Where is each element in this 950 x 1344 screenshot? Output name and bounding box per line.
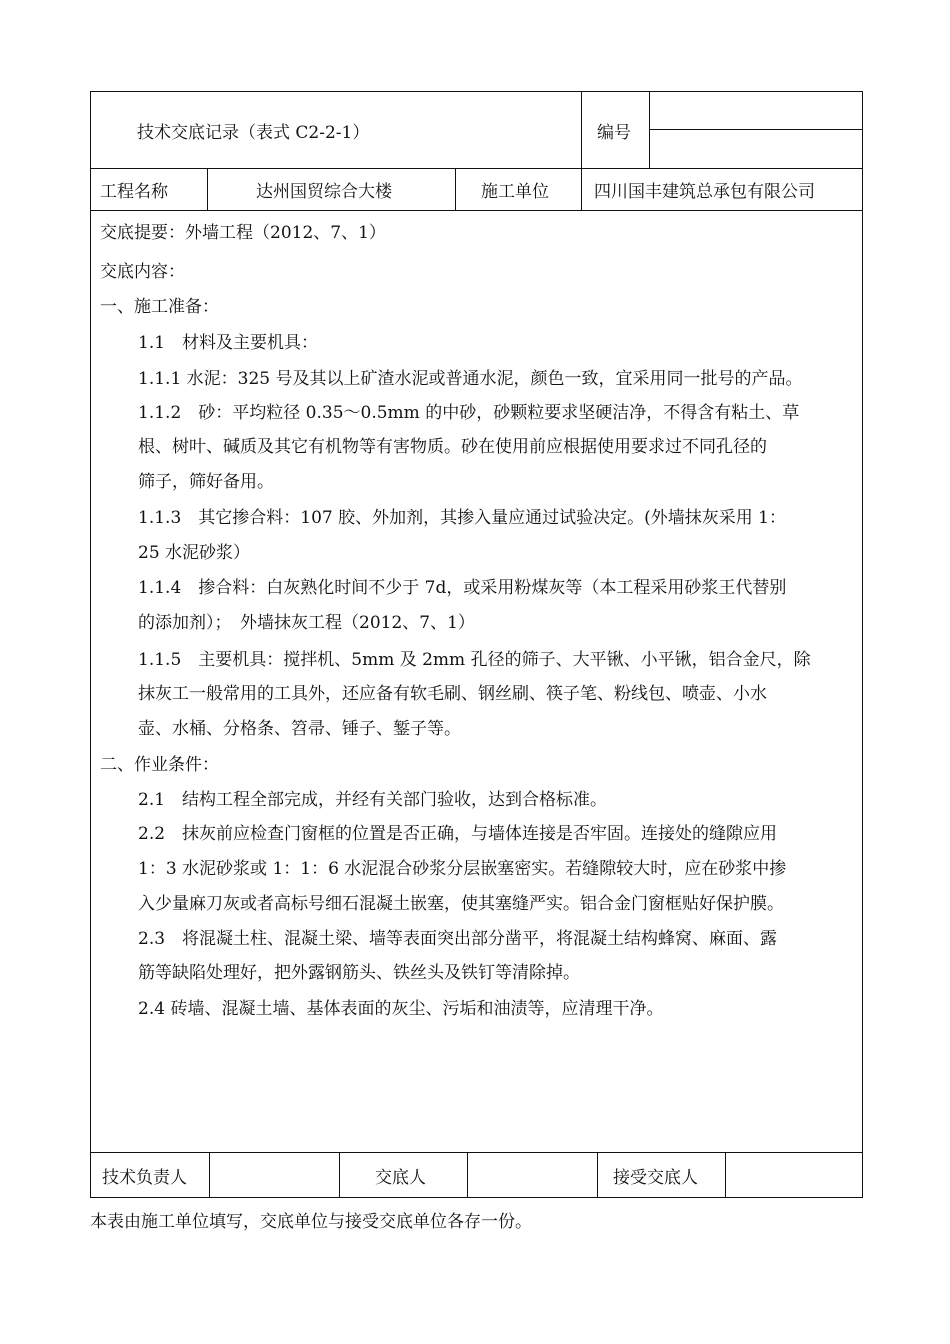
content-line: 筋等缺陷处理好，把外露钢筋头、铁丝头及铁钉等清除掉。 [138, 963, 580, 983]
number-cell-divider [649, 129, 862, 130]
content-line: 2.2 抹灰前应检查门窗框的位置是否正确，与墙体连接是否牢固。连接处的缝隙应用 [138, 824, 778, 844]
content-line: 二、作业条件： [100, 755, 219, 775]
briefer-label: 交底人 [375, 1168, 426, 1188]
content-line: 交底提要：外墙工程（2012、7、1） [100, 223, 386, 243]
construction-unit-value: 四川国丰建筑总承包有限公司 [594, 182, 815, 202]
number-label: 编号 [597, 123, 631, 143]
content-line: 25 水泥砂浆） [138, 543, 251, 563]
header-bottom-line [90, 168, 863, 169]
content-line: 的添加剂）； 外墙抹灰工程（2012、7、1） [138, 613, 475, 633]
content-line: 抹灰工一般常用的工具外，还应备有软毛刷、钢丝刷、筷子笔、粉线包、喷壶、小水 [138, 684, 767, 704]
content-line: 壶、水桶、分格条、笤帚、锤子、錾子等。 [138, 719, 461, 739]
content-line: 1.1.2 砂：平均粒径 0.35～0.5mm 的中砂，砂颗粒要求坚硬洁净，不得含有粘土、草 [138, 403, 800, 423]
footer-divider-v5 [725, 1152, 726, 1198]
project-divider-v1 [207, 168, 208, 211]
footer-divider-v4 [597, 1152, 598, 1198]
footer-divider-v1 [209, 1152, 210, 1198]
project-bottom-line [90, 210, 863, 211]
footer-divider-v2 [339, 1152, 340, 1198]
header-divider-v1 [581, 91, 582, 211]
project-name-label: 工程名称 [100, 182, 168, 202]
content-line: 2.4 砖墙、混凝土墙、基体表面的灰尘、污垢和油渍等，应清理干净。 [138, 999, 664, 1019]
footer-divider-v3 [467, 1152, 468, 1198]
receiver-label: 接受交底人 [613, 1168, 698, 1188]
content-line: 筛子，筛好备用。 [138, 472, 274, 492]
footer-top-line [90, 1152, 863, 1153]
header-divider-v2 [649, 91, 650, 169]
tech-lead-label: 技术负责人 [102, 1168, 187, 1188]
form-note: 本表由施工单位填写，交底单位与接受交底单位各存一份。 [90, 1212, 532, 1232]
content-line: 1.1.3 其它掺合料：107 胶、外加剂，其掺入量应通过试验决定。(外墙抹灰采用 1： [138, 508, 786, 528]
content-line: 1.1.5 主要机具：搅拌机、5mm 及 2mm 孔径的筛子、大平锹、小平锹，铝合金尺，除 [138, 650, 811, 670]
table-border-bottom [90, 1197, 863, 1198]
content-line: 1.1 材料及主要机具： [138, 333, 319, 353]
content-line: 1.1.1 水泥：325 号及其以上矿渣水泥或普通水泥，颜色一致，宜采用同一批号的产品。 [138, 369, 803, 389]
content-line: 2.3 将混凝土柱、混凝土梁、墙等表面突出部分凿平，将混凝土结构蜂窝、麻面、露 [138, 929, 778, 949]
content-line: 入少量麻刀灰或者高标号细石混凝土嵌塞，使其塞缝严实。铝合金门窗框贴好保护膜。 [138, 894, 784, 914]
table-border-left [90, 91, 91, 1198]
table-border-right [862, 91, 863, 1198]
project-name-value: 达州国贸综合大楼 [256, 182, 392, 202]
construction-unit-label: 施工单位 [481, 182, 549, 202]
content-line: 1：3 水泥砂浆或 1：1：6 水泥混合砂浆分层嵌塞密实。若缝隙较大时，应在砂浆中掺 [138, 859, 787, 879]
table-border-top [90, 91, 863, 92]
content-line: 交底内容： [100, 262, 185, 282]
content-line: 2.1 结构工程全部完成，并经有关部门验收，达到合格标准。 [138, 790, 608, 810]
content-line: 根、树叶、碱质及其它有机物等有害物质。砂在使用前应根据使用要求过不同孔径的 [138, 437, 767, 457]
form-title: 技术交底记录（表式 C2-2-1） [137, 123, 370, 143]
content-line: 1.1.4 掺合料：白灰熟化时间不少于 7d，或采用粉煤灰等（本工程采用砂浆王代替别 [138, 578, 787, 598]
project-divider-v2 [455, 168, 456, 211]
content-line: 一、施工准备： [100, 297, 219, 317]
